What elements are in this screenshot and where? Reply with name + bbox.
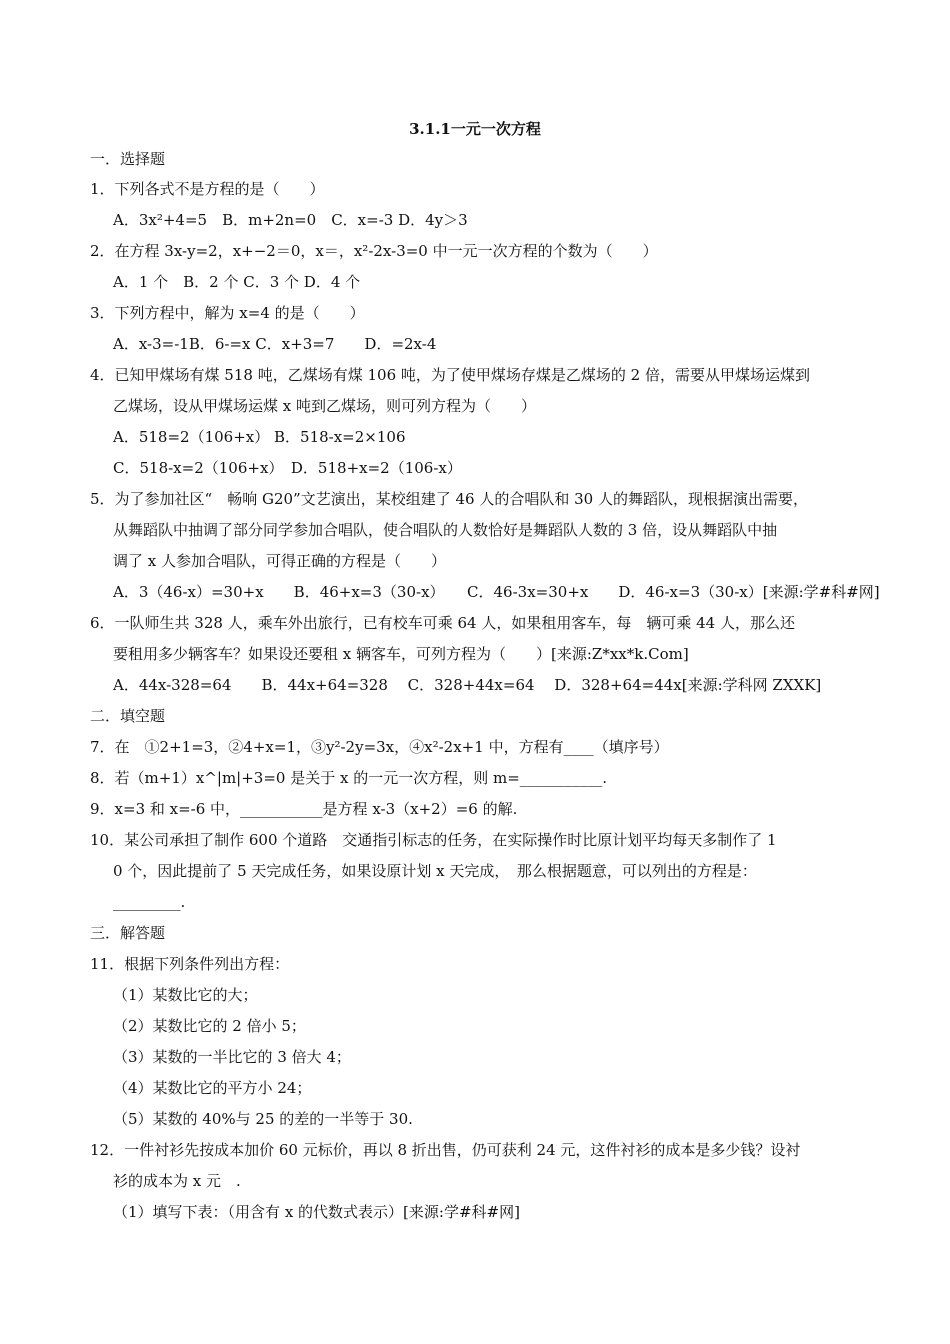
text-line: 三．解答题 (90, 924, 166, 942)
text-line: 2．在方程 3x-y=2，x+−2＝0，x＝，x²-2x-3=0 中一元一次方程的个数为（ ） (90, 242, 658, 260)
text-line: 从舞蹈队中抽调了部分同学参加合唱队，使合唱队的人数恰好是舞蹈队人数的 3 倍，设从舞蹈队中抽 (113, 521, 778, 539)
text-line: 1．下列各式不是方程的是（ ） (90, 180, 325, 198)
text-line: 乙煤场，设从甲煤场运煤 x 吨到乙煤场，则可列方程为（ ） (113, 397, 536, 415)
text-line: 衫的成本为 x 元 . (113, 1172, 241, 1190)
text-line: 12．一件衬衫先按成本加价 60 元标价，再以 8 折出售，仍可获利 24 元，这件衬衫的成本是多少钱？设衬 (90, 1141, 801, 1159)
text-line: A．3（46-x）=30+x B．46+x=3（30-x） C．46-3x=30+x D．46-x=3（30-x）[来源:学#科#网] (113, 583, 880, 601)
text-line: 11．根据下列条件列出方程： (90, 955, 290, 973)
text-line: C．518-x=2（106+x） D．518+x=2（106-x） (113, 459, 462, 477)
text-line: A．44x-328=64 B．44x+64=328 C．328+44x=64 D．328+64=44x[来源:学科网 ZXXK] (113, 676, 822, 694)
text-line: 二．填空题 (90, 707, 166, 725)
text-line: A．518=2（106+x） B．518-x=2×106 (113, 428, 406, 446)
text-line: 10．某公司承担了制作 600 个道路 交通指引标志的任务，在实际操作时比原计划平均每天多制作了 1 (90, 831, 777, 849)
text-line: A．1 个 B．2 个 C．3 个 D．4 个 (113, 273, 361, 291)
text-line: 3．下列方程中，解为 x=4 的是（ ） (90, 304, 365, 322)
text-line: 4．已知甲煤场有煤 518 吨，乙煤场有煤 106 吨，为了使甲煤场存煤是乙煤场的 2 倍，需要从甲煤场运煤到 (90, 366, 810, 384)
text-line: _________. (113, 893, 186, 911)
text-line: 调了 x 人参加合唱队，可得正确的方程是（ ） (113, 552, 446, 570)
text-line: A．x-3=-1B．6-=x C．x+3=7 D．=2x-4 (113, 335, 437, 353)
text-line: 8．若（m+1）x^|m|+3=0 是关于 x 的一元一次方程，则 m=___________. (90, 769, 608, 787)
text-line: 6．一队师生共 328 人，乘车外出旅行，已有校车可乘 64 人，如果租用客车，每 辆可乘 44 人，那么还 (90, 614, 795, 632)
text-line: （1）填写下表：（用含有 x 的代数式表示）[来源:学#科#网] (113, 1203, 520, 1221)
text-line: （4）某数比它的平方小 24； (113, 1079, 312, 1097)
text-line: 7．在 ①2+1=3，②4+x=1，③y²-2y=3x，④x²-2x+1 中，方程有____（填序号） (90, 738, 669, 756)
text-line: 要租用多少辆客车？如果设还要租 x 辆客车，可列方程为（ ）[来源:Z*xx*k.Com] (113, 645, 689, 663)
text-line: A．3x²+4=5 B．m+2n=0 C．x=-3 D．4y＞3 (113, 211, 468, 229)
text-line: 9．x=3 和 x=-6 中，___________是方程 x-3（x+2）=6 的解. (90, 800, 518, 818)
text-line: （5）某数的 40%与 25 的差的一半等于 30. (113, 1110, 413, 1128)
text-line: 一．选择题 (90, 150, 166, 168)
page-title: 3.1.1一元一次方程 (409, 120, 541, 138)
text-line: 0 个，因此提前了 5 天完成任务，如果设原计划 x 天完成， 那么根据题意，可以列出的方程是： (113, 862, 757, 880)
text-line: （2）某数比它的 2 倍小 5； (113, 1017, 306, 1035)
text-line: （3）某数的一半比它的 3 倍大 4； (113, 1048, 351, 1066)
text-line: 5．为了参加社区“ 畅响 G20”文艺演出，某校组建了 46 人的合唱队和 30 人的舞蹈队，现根据演出需要， (90, 490, 808, 508)
text-line: （1）某数比它的大； (113, 986, 258, 1004)
